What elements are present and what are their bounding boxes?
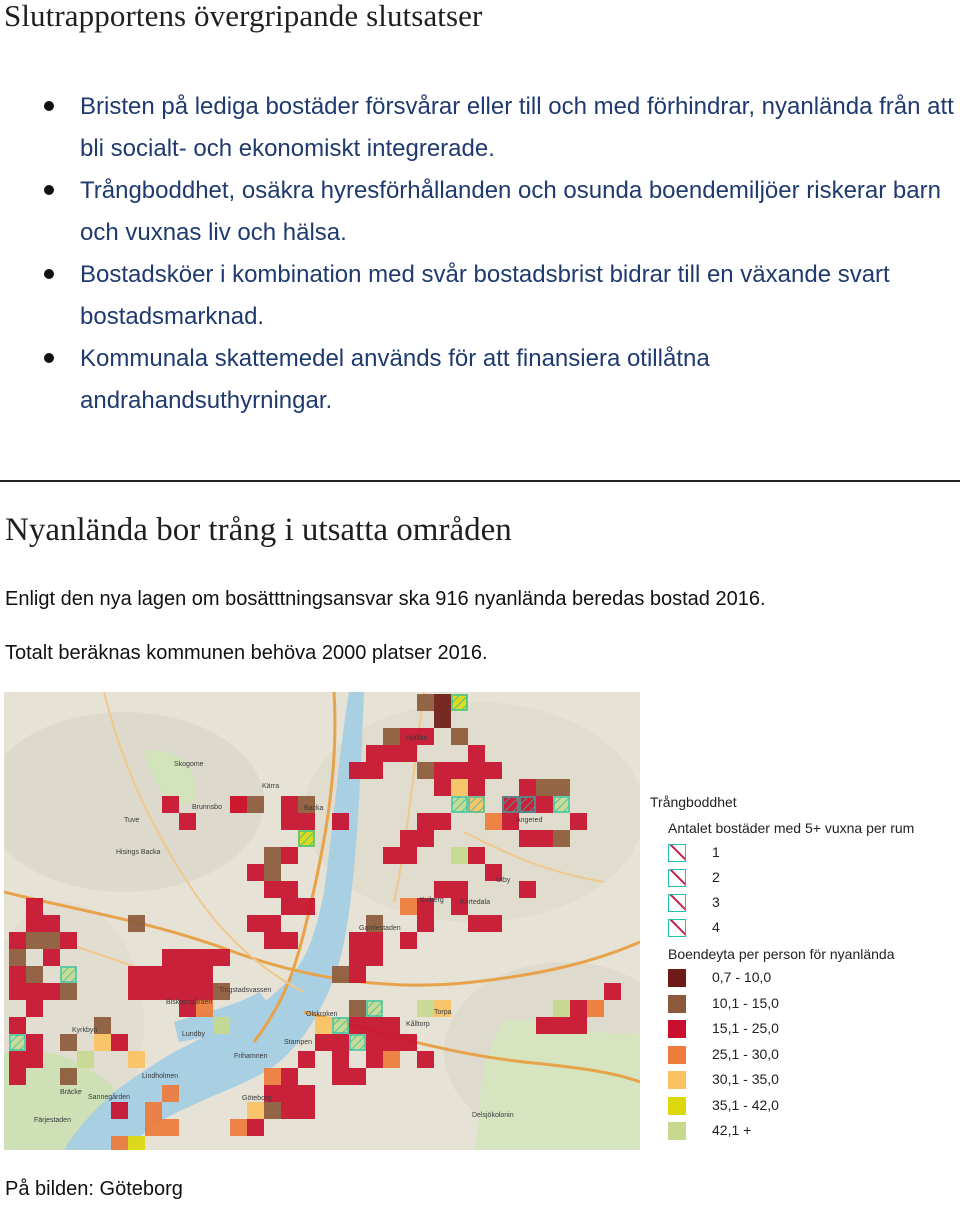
crowding-hatch: [452, 797, 467, 812]
map-cell: [179, 983, 196, 1000]
map-cell: [213, 1017, 230, 1034]
body-paragraph: Totalt beräknas kommunen behöva 2000 platser 2016.: [5, 642, 488, 664]
map-cell: [400, 932, 417, 949]
map-cell: [247, 796, 264, 813]
map-cell: [281, 932, 298, 949]
bullet-icon: [44, 185, 54, 195]
map-cell: [485, 813, 502, 830]
map-cell: [434, 762, 451, 779]
map-cell: [162, 1119, 179, 1136]
map-cell: [128, 1051, 145, 1068]
place-label: Kyrkbyn: [72, 1027, 98, 1034]
legend-crowding-row: 1: [668, 844, 948, 866]
legend-title: Trångboddhet: [650, 794, 737, 810]
crowding-hatch: [367, 1001, 382, 1016]
place-label: Kortedala: [460, 899, 490, 906]
map-cell: [281, 881, 298, 898]
map-cell: [417, 830, 434, 847]
hatch-swatch-icon: [668, 844, 686, 862]
map-cell: [553, 830, 570, 847]
map-cell: [111, 1102, 128, 1119]
map-cell: [536, 779, 553, 796]
body-paragraph: Enligt den nya lagen om bosätttningsansvar ska 916 nyanlända beredas bostad 2016.: [5, 588, 766, 610]
map-cell: [145, 966, 162, 983]
map-cell: [196, 983, 213, 1000]
map-cell: [485, 762, 502, 779]
map-cell: [179, 949, 196, 966]
place-label: Torpa: [434, 1009, 452, 1016]
place-label: Hjällbo: [406, 735, 428, 742]
map-cell: [536, 796, 553, 813]
map-cell: [349, 1017, 366, 1034]
map-cell: [570, 1000, 587, 1017]
map-cell: [179, 966, 196, 983]
crowding-map: [4, 692, 640, 1150]
place-label: Gamlestaden: [359, 925, 401, 932]
map-cell: [145, 1119, 162, 1136]
list-item: [0, 254, 960, 338]
crowding-hatch: [452, 695, 467, 710]
map-cell: [128, 983, 145, 1000]
legend-class-row: [668, 1020, 948, 1042]
legend-crowding-row: 4: [668, 919, 948, 941]
map-cell: [128, 915, 145, 932]
color-swatch-icon: [668, 1046, 686, 1064]
map-cell: [9, 1017, 26, 1034]
map-cell: [468, 779, 485, 796]
map-cell: [434, 881, 451, 898]
map-cell: [196, 949, 213, 966]
map-cell: [264, 864, 281, 881]
place-label: Göteborg: [242, 1095, 272, 1102]
map-cell: [349, 1068, 366, 1085]
place-label: Brunnsbo: [192, 804, 222, 811]
map-cell: [213, 949, 230, 966]
crowding-hatch: [61, 967, 76, 982]
map-cell: [383, 745, 400, 762]
place-label: Kviberg: [420, 897, 444, 904]
legend-class-label: 42,1 +: [712, 1122, 752, 1138]
conclusion-list: [0, 86, 960, 422]
map-cell: [247, 864, 264, 881]
map-cell: [26, 932, 43, 949]
map-cell: [468, 762, 485, 779]
map-cell: [43, 932, 60, 949]
map-cell: [264, 847, 281, 864]
map-cell: [349, 966, 366, 983]
place-label: Backa: [304, 805, 324, 812]
map-cell: [366, 762, 383, 779]
map-cell: [315, 1017, 332, 1034]
map-cell: [417, 762, 434, 779]
map-cell: [366, 745, 383, 762]
map-cell: [26, 915, 43, 932]
hatch-swatch-icon: [668, 919, 686, 937]
map-cell: [264, 1068, 281, 1085]
legend-crowding-row: 2: [668, 869, 948, 891]
map-cell: [366, 932, 383, 949]
map-cell: [298, 1085, 315, 1102]
map-cell: [451, 847, 468, 864]
map-cell: [315, 1034, 332, 1051]
map-cell: [128, 966, 145, 983]
map-cell: [281, 898, 298, 915]
place-label: Färjestaden: [34, 1117, 71, 1124]
map-cell: [553, 1017, 570, 1034]
place-label: Kärra: [262, 783, 280, 790]
legend-class-row: [668, 1097, 948, 1119]
map-cell: [60, 983, 77, 1000]
map-cell: [570, 813, 587, 830]
map-cell: [417, 813, 434, 830]
place-label: Bräcke: [60, 1089, 82, 1096]
list-item: [0, 338, 960, 422]
map-cell: [9, 949, 26, 966]
map-cell: [451, 779, 468, 796]
section-heading: Nyanlända bor trång i utsatta områden: [5, 512, 512, 548]
map-cell: [230, 1119, 247, 1136]
place-label: Skogome: [174, 761, 204, 768]
map-cell: [332, 1051, 349, 1068]
legend-class-label: 0,7 - 10,0: [712, 969, 772, 985]
map-cell: [451, 762, 468, 779]
map-cell: [230, 796, 247, 813]
color-swatch-icon: [668, 1020, 686, 1038]
map-cell: [332, 1034, 349, 1051]
map-cell: [570, 1017, 587, 1034]
map-cell: [281, 1085, 298, 1102]
map-cell: [111, 1136, 128, 1150]
map-cell: [196, 966, 213, 983]
place-label: Frihamnen: [234, 1053, 268, 1060]
legend-class-row: [668, 1046, 948, 1068]
map-cell: [145, 1102, 162, 1119]
list-item-text: Kommunala skattemedel används för att finansiera otillåtna andrahandsuthyrningar.: [80, 345, 710, 414]
place-label: Angered: [516, 817, 543, 824]
map-cell: [366, 1034, 383, 1051]
bullet-icon: [44, 101, 54, 111]
legend-class-label: 15,1 - 25,0: [712, 1020, 779, 1036]
map-cell: [451, 881, 468, 898]
color-swatch-icon: [668, 969, 686, 987]
map-cell: [366, 949, 383, 966]
list-item: [0, 170, 960, 254]
map-cell: [128, 1136, 145, 1150]
legend-class-label: 30,1 - 35,0: [712, 1071, 779, 1087]
color-swatch-icon: [668, 1071, 686, 1089]
map-cell: [536, 830, 553, 847]
map-cell: [179, 813, 196, 830]
map-cell: [417, 1000, 434, 1017]
map-cell: [264, 915, 281, 932]
map-cell: [26, 1034, 43, 1051]
crowding-hatch: [503, 797, 518, 812]
map-cell: [417, 694, 434, 711]
hatch-swatch-icon: [668, 869, 686, 887]
map-cell: [9, 932, 26, 949]
legend-crowding-subtitle: Antalet bostäder med 5+ vuxna per rum: [668, 820, 915, 836]
color-swatch-icon: [668, 1122, 686, 1140]
place-label: Sannegården: [88, 1094, 131, 1101]
map-legend: [640, 780, 960, 1150]
image-caption: På bilden: Göteborg: [5, 1178, 183, 1200]
list-item-text: Trångboddhet, osäkra hyresförhållanden och osunda boendemiljöer riskerar barn och vuxnas liv och hälsa.: [80, 177, 941, 246]
map-cell: [247, 1102, 264, 1119]
color-swatch-icon: [668, 1097, 686, 1115]
map-cell: [9, 966, 26, 983]
map-cell: [451, 728, 468, 745]
map-cell: [298, 813, 315, 830]
place-label: Kålltorp: [406, 1021, 430, 1028]
map-cell: [247, 1119, 264, 1136]
legend-crowding-row: 3: [668, 894, 948, 916]
legend-class-row: [668, 1122, 948, 1144]
crowding-hatch: [520, 797, 535, 812]
map-cell: [94, 1034, 111, 1051]
map-cell: [298, 1102, 315, 1119]
map-cell: [43, 983, 60, 1000]
map-cell: [366, 1051, 383, 1068]
crowding-hatch: [350, 1035, 365, 1050]
map-cell: [349, 762, 366, 779]
map-cell: [26, 898, 43, 915]
map-cell: [247, 915, 264, 932]
place-label: Olskroken: [306, 1011, 338, 1018]
map-cell: [332, 966, 349, 983]
map-cell: [264, 1102, 281, 1119]
map-cell: [383, 847, 400, 864]
section-divider: [0, 480, 960, 482]
map-cell: [77, 1051, 94, 1068]
legend-class-row: [668, 1071, 948, 1093]
place-label: Hisings Backa: [116, 849, 161, 856]
map-cell: [43, 915, 60, 932]
place-label: Tingstadsvassen: [219, 987, 272, 994]
legend-class-label: 35,1 - 42,0: [712, 1096, 779, 1113]
crowding-hatch: [299, 831, 314, 846]
map-cell: [519, 881, 536, 898]
map-cell: [332, 813, 349, 830]
map-cell: [26, 1000, 43, 1017]
map-cell: [281, 847, 298, 864]
map-cell: [468, 847, 485, 864]
map-cell: [111, 1034, 128, 1051]
map-cell: [553, 779, 570, 796]
bullet-icon: [44, 269, 54, 279]
map-cell: [400, 898, 417, 915]
place-label: Stampen: [284, 1039, 313, 1046]
map-cell: [434, 813, 451, 830]
map-cell: [434, 694, 451, 711]
map-cell: [26, 1051, 43, 1068]
map-cell: [298, 898, 315, 915]
place-label: Delsjökolonin: [472, 1112, 514, 1119]
legend-class-label: 25,1 - 30,0: [712, 1045, 779, 1062]
page-heading: Slutrapportens övergripande slutsatser: [4, 0, 483, 33]
map-cell: [43, 949, 60, 966]
place-label: Tuve: [124, 817, 140, 824]
color-swatch-icon: [668, 995, 686, 1013]
map-cell: [349, 932, 366, 949]
map-cell: [519, 779, 536, 796]
map-cell: [9, 1051, 26, 1068]
legend-area-subtitle: Boendeyta per person för nyanlända: [668, 946, 895, 962]
crowding-hatch: [10, 1035, 25, 1050]
map-cell: [9, 1068, 26, 1085]
list-item-text: Bostadsköer i kombination med svår bostadsbrist bidrar till en växande svart bostadsmarknad.: [80, 261, 890, 330]
legend-class-row: [668, 995, 948, 1017]
map-cell: [26, 983, 43, 1000]
map-cell: [298, 1051, 315, 1068]
map-cell: [587, 1000, 604, 1017]
map-cell: [145, 983, 162, 1000]
map-cell: [60, 932, 77, 949]
map-cell: [26, 966, 43, 983]
map-cell: [9, 983, 26, 1000]
map-cell: [536, 1017, 553, 1034]
map-cell: [604, 983, 621, 1000]
crowding-hatch: [333, 1018, 348, 1033]
legend-class-label: 10,1 - 15,0: [712, 994, 779, 1011]
map-cell: [383, 1051, 400, 1068]
map-cell: [468, 915, 485, 932]
map-cell: [162, 949, 179, 966]
map-cell: [400, 1034, 417, 1051]
map-cell: [383, 1017, 400, 1034]
hatch-swatch-icon: [668, 894, 686, 912]
map-cell: [434, 779, 451, 796]
map-cell: [281, 1102, 298, 1119]
place-label: Biskopsgården: [166, 999, 213, 1006]
bullet-icon: [44, 353, 54, 363]
map-cell: [60, 1034, 77, 1051]
map-cell: [519, 830, 536, 847]
crowding-hatch: [554, 797, 569, 812]
map-cell: [264, 881, 281, 898]
list-item-text: Bristen på lediga bostäder försvårar eller till och med förhindrar, nyanlända från att bli socialt- och ekonomiskt integrerade.: [80, 93, 954, 162]
map-cell: [400, 745, 417, 762]
map-cell: [281, 1068, 298, 1085]
list-item: [0, 86, 960, 170]
map-cell: [162, 983, 179, 1000]
map-cell: [349, 949, 366, 966]
place-label: Lindholmen: [142, 1073, 179, 1080]
map-cell: [383, 728, 400, 745]
place-label: Utby: [496, 877, 511, 884]
crowding-hatch: [469, 797, 484, 812]
map-canvas: [4, 692, 640, 1150]
map-cell: [553, 1000, 570, 1017]
map-cell: [400, 830, 417, 847]
map-cell: [162, 966, 179, 983]
map-cell: [468, 745, 485, 762]
map-cell: [281, 796, 298, 813]
map-cell: [417, 915, 434, 932]
map-cell: [162, 796, 179, 813]
map-cell: [366, 1017, 383, 1034]
map-cell: [332, 1068, 349, 1085]
map-cell: [162, 1085, 179, 1102]
map-cell: [349, 1000, 366, 1017]
map-cell: [417, 1051, 434, 1068]
map-cell: [434, 711, 451, 728]
legend-class-row: [668, 969, 948, 991]
map-cell: [264, 932, 281, 949]
map-cell: [383, 1034, 400, 1051]
map-cell: [485, 915, 502, 932]
map-cell: [60, 1068, 77, 1085]
place-label: Lundby: [182, 1031, 205, 1038]
map-cell: [400, 847, 417, 864]
map-cell: [281, 813, 298, 830]
